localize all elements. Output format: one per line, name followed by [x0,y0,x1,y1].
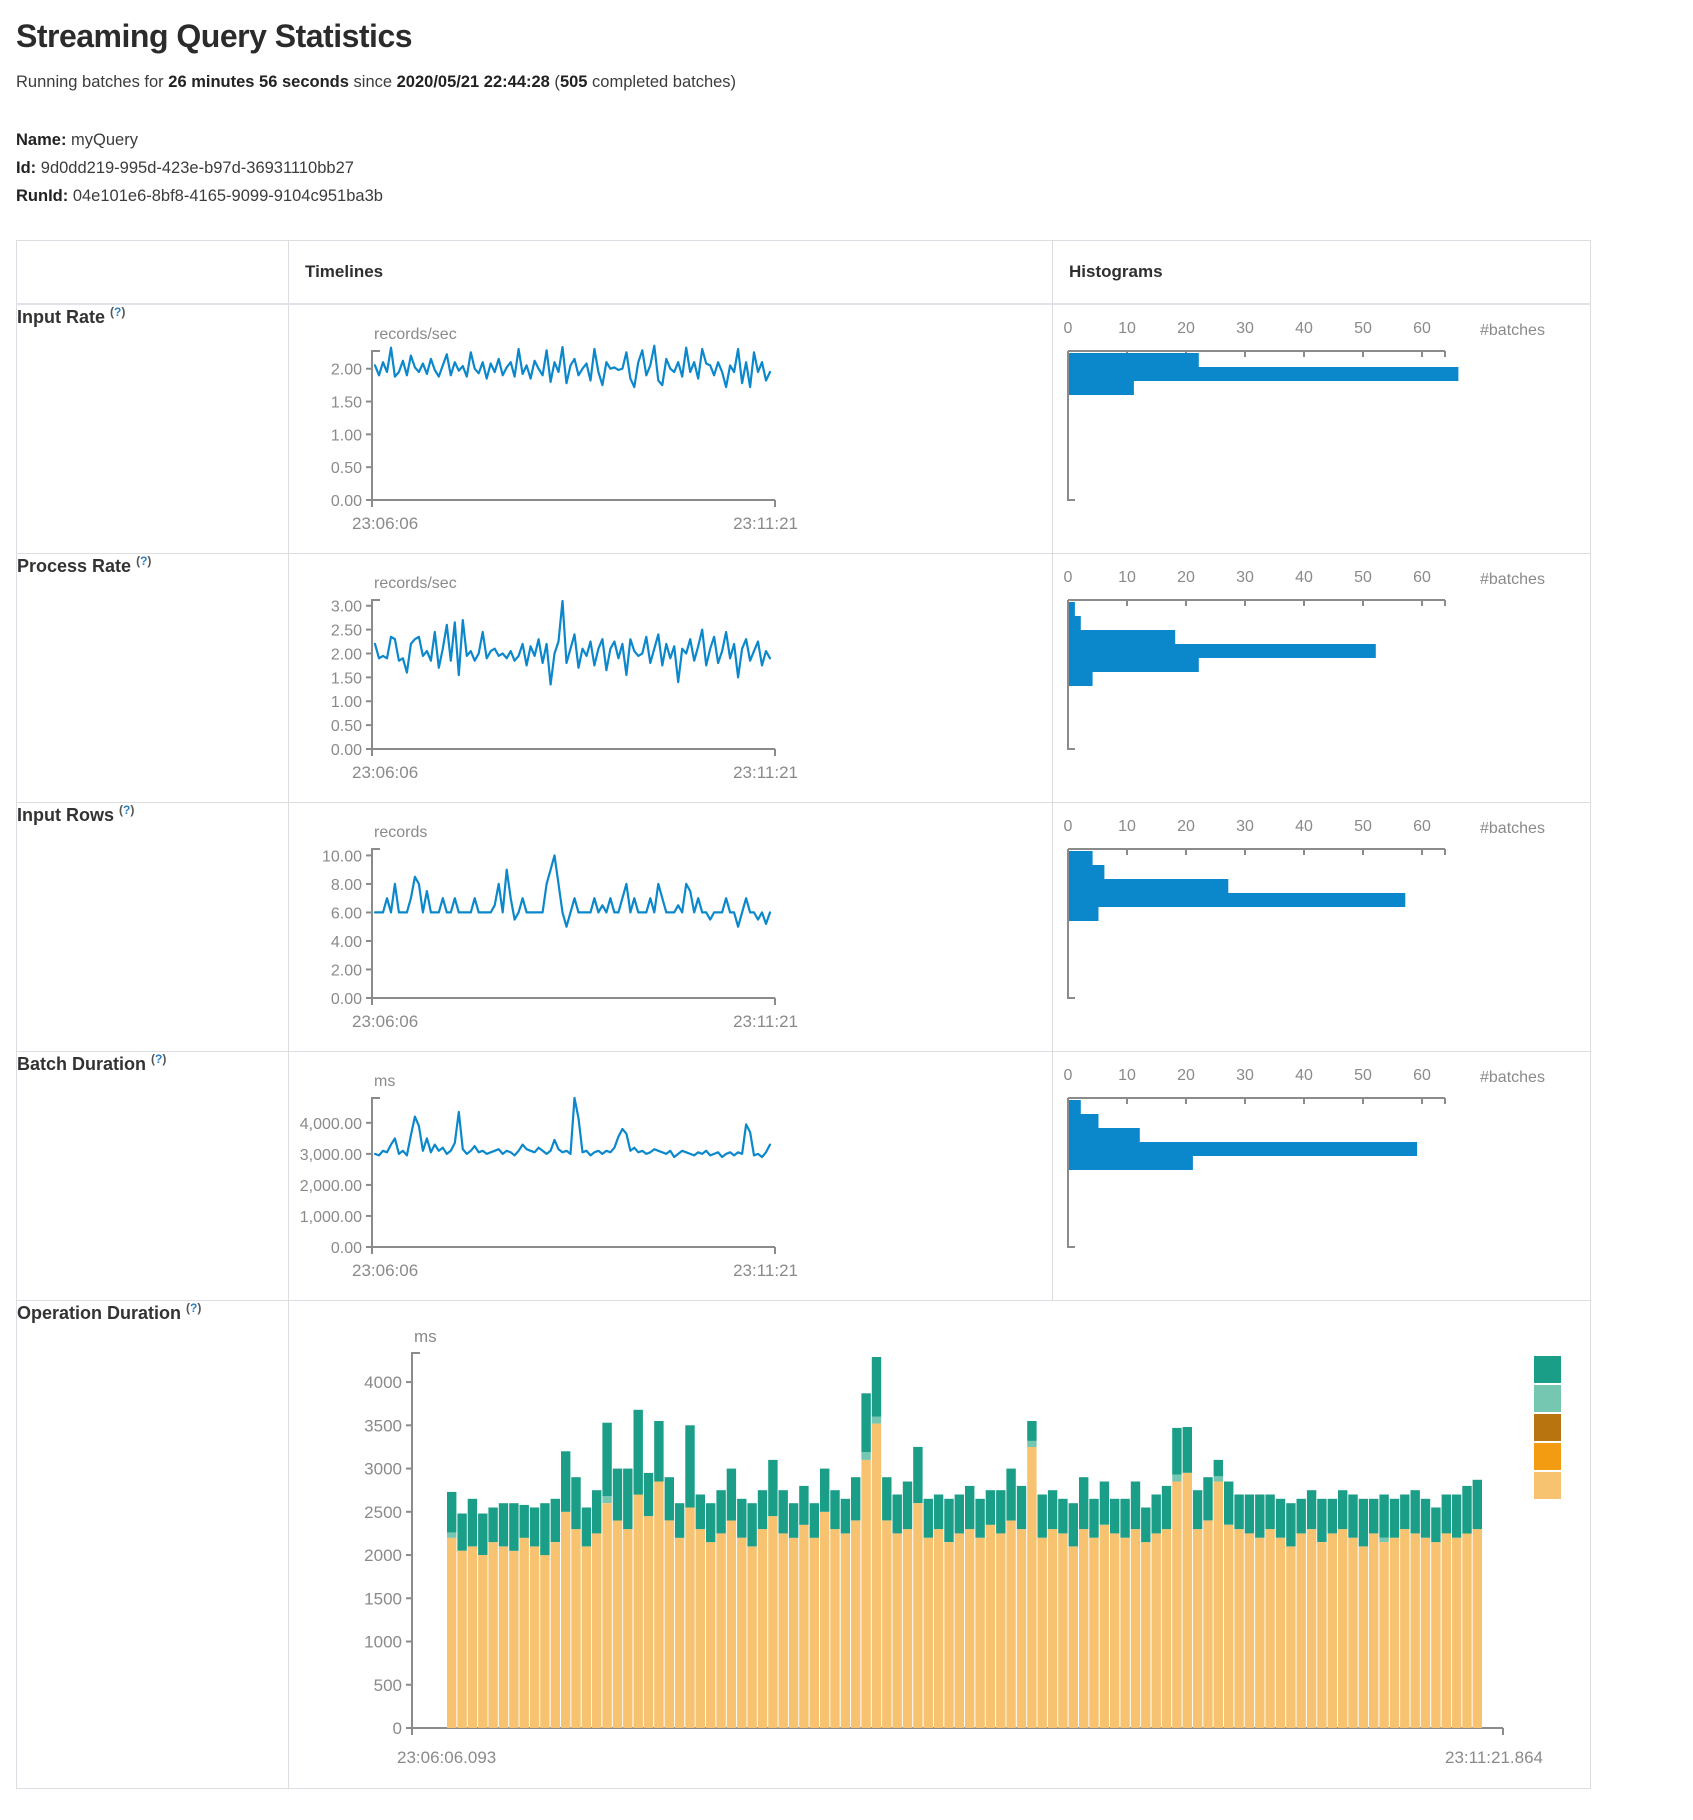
svg-text:records: records [374,824,428,841]
process-rate-label: Process Rate [17,556,132,576]
svg-text:0: 0 [1063,1067,1073,1084]
svg-text:23:06:06: 23:06:06 [352,1261,419,1280]
table-row [17,304,1591,554]
input-rate-label: Input Rate [17,307,105,327]
svg-text:23:11:21.864: 23:11:21.864 [1445,1748,1543,1767]
svg-text:3000: 3000 [364,1459,402,1479]
table-row [17,554,1591,803]
legend-swatch [1534,1414,1561,1441]
id-label: Id: [16,159,37,177]
input-rate-help-icon[interactable]: (?) [110,305,126,319]
svg-text:50: 50 [1354,320,1372,337]
svg-text:0: 0 [1063,818,1073,835]
svg-text:20: 20 [1177,818,1195,835]
svg-text:30: 30 [1236,1067,1254,1084]
svg-text:20: 20 [1177,569,1195,586]
query-runid-line [16,182,1693,210]
svg-text:1.50: 1.50 [330,394,362,412]
batch-duration-histogram-chart [1053,1052,1589,1298]
operation-duration-stacked-chart [289,1301,1589,1786]
legend-swatch [1534,1356,1561,1383]
svg-text:2.50: 2.50 [330,622,362,640]
svg-text:4000: 4000 [364,1373,402,1393]
svg-text:1000: 1000 [364,1632,402,1652]
summary-since: since [348,73,397,91]
svg-text:40: 40 [1295,320,1313,337]
process-rate-help-icon[interactable]: (?) [136,554,152,568]
svg-text:#batches: #batches [1480,1069,1545,1086]
timelines-column-header: Timelines [289,241,1053,305]
name-label: Name: [16,131,67,149]
svg-text:1.50: 1.50 [330,670,362,688]
svg-text:10: 10 [1118,818,1136,835]
batch-duration-label-cell [17,1052,289,1301]
svg-text:23:06:06: 23:06:06 [352,514,419,533]
operation-duration-help-icon[interactable]: (?) [186,1301,202,1315]
summary-prefix: Running batches for [16,73,169,91]
svg-text:0.00: 0.00 [330,991,362,1008]
svg-text:10: 10 [1118,569,1136,586]
table-row [17,803,1591,1052]
svg-text:10: 10 [1118,320,1136,337]
svg-text:2,000.00: 2,000.00 [299,1177,362,1195]
svg-text:23:11:21: 23:11:21 [733,763,798,782]
statistics-table [16,240,1591,1789]
svg-text:3500: 3500 [364,1416,402,1436]
runid-value: 04e101e6-8bf8-4165-9099-9104c951ba3b [72,187,383,205]
id-value: 9d0dd219-995d-423e-b97d-36931110bb27 [40,159,354,177]
table-header-row [17,241,1591,305]
svg-text:ms: ms [374,1073,396,1090]
input-rate-timeline-chart [289,305,1051,551]
svg-text:10: 10 [1118,1067,1136,1084]
histograms-column-header: Histograms [1053,241,1591,305]
svg-text:0.50: 0.50 [330,460,362,478]
input-rate-timeline-cell [289,304,1053,554]
table-row [17,1052,1591,1301]
svg-text:20: 20 [1177,1067,1195,1084]
svg-text:23:11:21: 23:11:21 [733,1012,798,1031]
svg-text:0.00: 0.00 [330,742,362,759]
input-rate-histogram-cell [1053,304,1591,554]
input-rows-histogram-chart [1053,803,1589,1049]
operation-duration-label: Operation Duration [17,1303,182,1323]
svg-text:60: 60 [1413,320,1431,337]
svg-text:#batches: #batches [1480,571,1545,588]
name-value: myQuery [71,131,138,149]
summary-suffix: completed batches) [587,73,737,91]
input-rate-histogram-chart [1053,305,1589,551]
svg-text:40: 40 [1295,569,1313,586]
svg-text:10.00: 10.00 [321,848,362,866]
svg-text:60: 60 [1413,569,1431,586]
svg-text:8.00: 8.00 [330,876,362,894]
runid-label: RunId: [16,187,69,205]
input-rows-histogram-cell [1053,803,1591,1052]
svg-text:2.00: 2.00 [330,646,362,664]
svg-text:0: 0 [392,1719,402,1738]
svg-text:23:06:06: 23:06:06 [352,763,419,782]
operation-duration-chart-cell [289,1301,1591,1789]
batch-duration-label: Batch Duration [17,1054,147,1074]
input-rows-timeline-chart [289,803,1051,1049]
svg-text:40: 40 [1295,818,1313,835]
svg-text:50: 50 [1354,818,1372,835]
svg-text:23:06:06.093: 23:06:06.093 [397,1748,497,1767]
svg-text:6.00: 6.00 [330,905,362,923]
input-rows-timeline-cell [289,803,1053,1052]
page-title: Streaming Query Statistics [16,18,413,54]
svg-text:3.00: 3.00 [330,598,362,616]
query-id-line [16,154,1693,182]
svg-text:1.00: 1.00 [330,427,362,445]
svg-text:1.00: 1.00 [330,694,362,712]
svg-text:records/sec: records/sec [374,326,457,343]
svg-text:30: 30 [1236,320,1254,337]
batch-duration-histogram-cell [1053,1052,1591,1301]
completed-batches-count: 505 [559,73,588,91]
running-duration: 26 minutes 56 seconds [168,73,349,91]
svg-text:records/sec: records/sec [374,575,457,592]
running-batches-summary [16,73,1693,92]
svg-text:0.00: 0.00 [330,1240,362,1257]
svg-text:2.00: 2.00 [330,361,362,379]
svg-text:23:11:21: 23:11:21 [733,514,798,533]
input-rows-help-icon[interactable]: (?) [119,803,135,817]
svg-text:23:06:06: 23:06:06 [352,1012,419,1031]
batch-duration-timeline-chart [289,1052,1051,1298]
query-name-line [16,126,1693,154]
start-timestamp: 2020/05/21 22:44:28 [396,73,550,91]
legend-swatch [1534,1385,1561,1412]
svg-text:3,000.00: 3,000.00 [299,1146,362,1164]
batch-duration-timeline-cell [289,1052,1053,1301]
process-rate-histogram-cell [1053,554,1591,803]
svg-text:0: 0 [1063,569,1073,586]
input-rows-label: Input Rows [17,805,114,825]
svg-text:30: 30 [1236,569,1254,586]
process-rate-timeline-chart [289,554,1051,800]
svg-text:2000: 2000 [364,1546,402,1566]
table-row [17,1301,1591,1789]
input-rate-label-cell [17,304,289,554]
svg-text:30: 30 [1236,818,1254,835]
svg-text:#batches: #batches [1480,322,1545,339]
svg-text:#batches: #batches [1480,820,1545,837]
svg-text:40: 40 [1295,1067,1313,1084]
svg-text:50: 50 [1354,569,1372,586]
input-rows-label-cell [17,803,289,1052]
process-rate-label-cell [17,554,289,803]
process-rate-timeline-cell [289,554,1053,803]
empty-header-cell [17,241,289,305]
batch-duration-help-icon[interactable]: (?) [151,1052,167,1066]
svg-text:50: 50 [1354,1067,1372,1084]
svg-text:20: 20 [1177,320,1195,337]
svg-text:2.00: 2.00 [330,962,362,980]
legend-swatch [1534,1472,1561,1499]
svg-text:0.50: 0.50 [330,718,362,736]
svg-text:1,000.00: 1,000.00 [299,1208,362,1226]
svg-text:4,000.00: 4,000.00 [299,1115,362,1133]
operation-duration-label-cell [17,1301,289,1789]
svg-text:0: 0 [1063,320,1073,337]
svg-text:0.00: 0.00 [330,493,362,510]
svg-text:500: 500 [373,1675,402,1695]
legend-swatch [1534,1443,1561,1470]
process-rate-histogram-chart [1053,554,1589,800]
svg-text:1500: 1500 [364,1589,402,1609]
svg-text:4.00: 4.00 [330,933,362,951]
svg-text:60: 60 [1413,818,1431,835]
svg-text:23:11:21: 23:11:21 [733,1261,798,1280]
svg-text:ms: ms [414,1327,437,1346]
summary-paren: ( [549,73,560,91]
query-metadata [16,126,1693,210]
svg-text:60: 60 [1413,1067,1431,1084]
svg-text:2500: 2500 [364,1502,402,1522]
